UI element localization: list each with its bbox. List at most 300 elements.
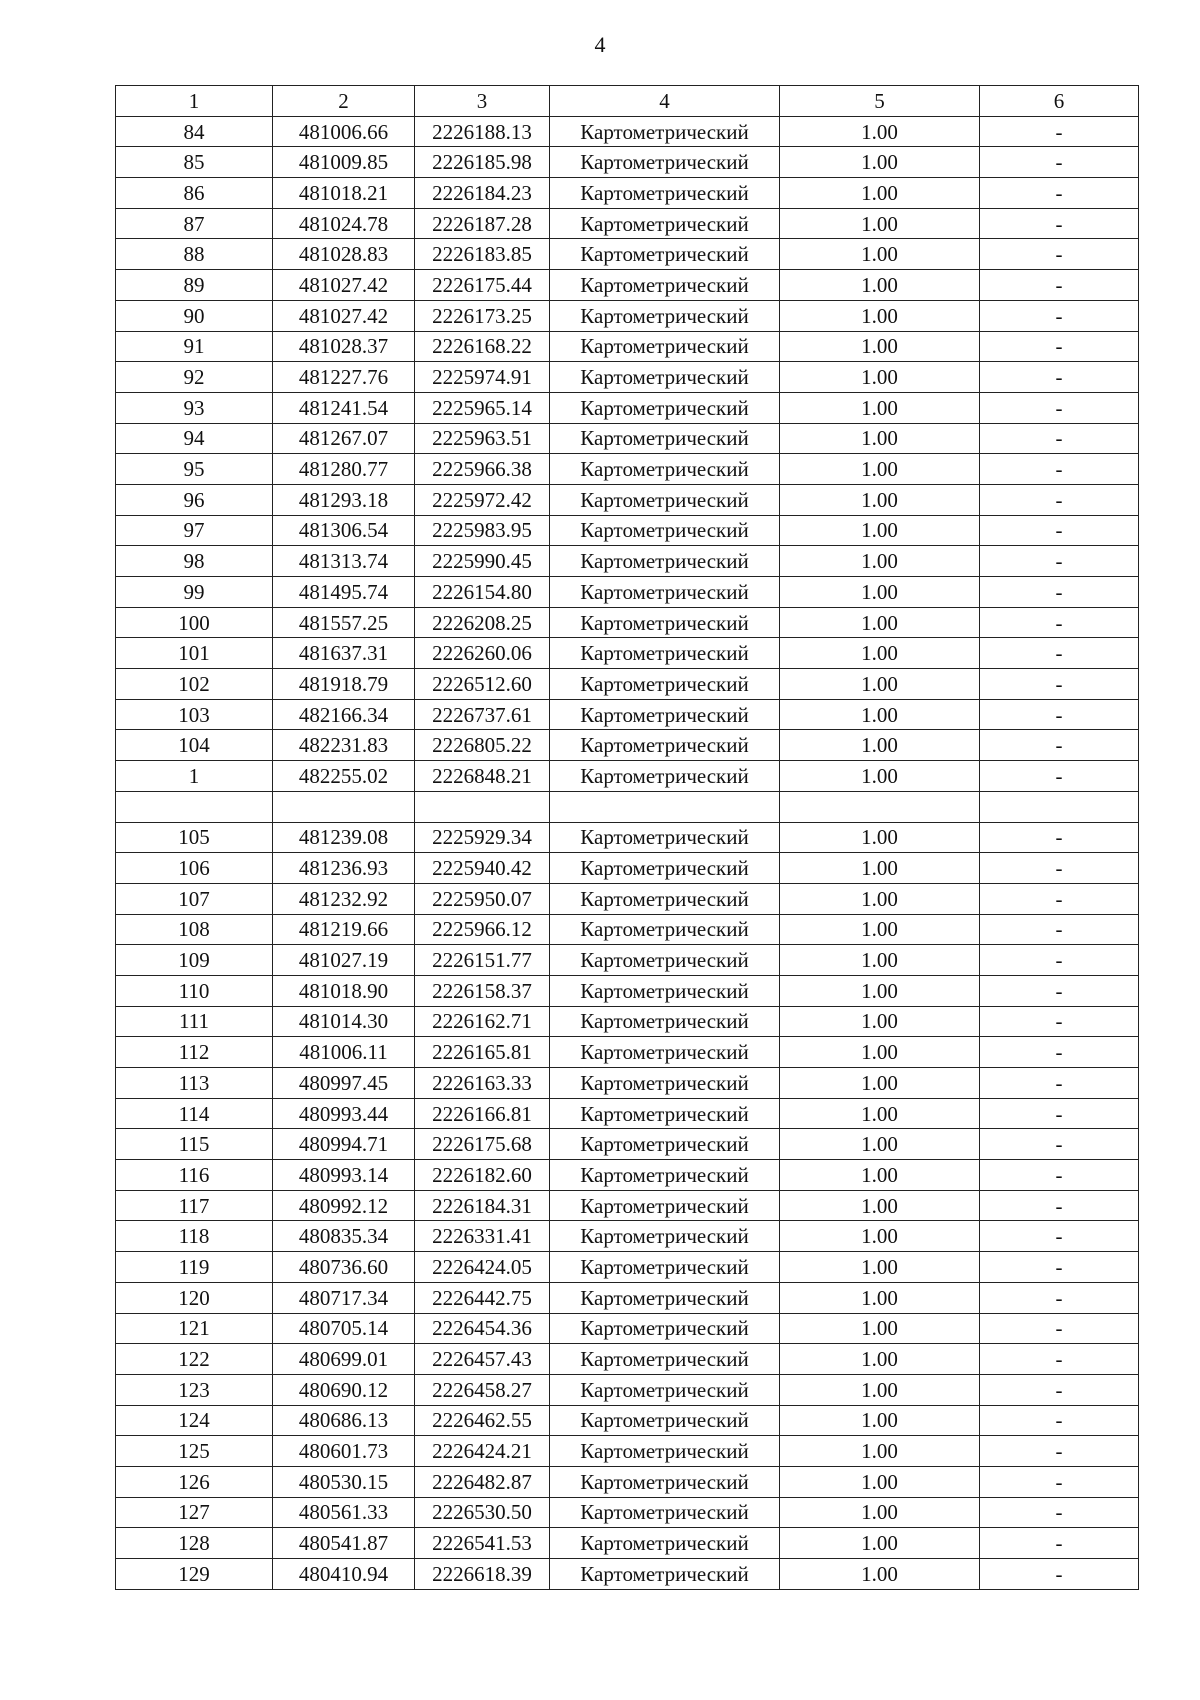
- accuracy-cell: 1.00: [780, 208, 980, 239]
- note-cell: -: [980, 914, 1139, 945]
- y-coordinate-cell: 2225972.42: [415, 484, 550, 515]
- point-number-cell: 99: [116, 577, 273, 608]
- y-coordinate-cell: 2226173.25: [415, 300, 550, 331]
- method-cell: Картометрический: [550, 914, 780, 945]
- table-row: [116, 761, 1139, 792]
- table-row: [116, 1313, 1139, 1344]
- method-cell: Картометрический: [550, 1559, 780, 1590]
- note-cell: -: [980, 638, 1139, 669]
- x-coordinate-cell: 480705.14: [273, 1313, 415, 1344]
- y-coordinate-cell: 2226182.60: [415, 1160, 550, 1191]
- point-number-cell: 122: [116, 1344, 273, 1375]
- note-cell: -: [980, 1129, 1139, 1160]
- x-coordinate-cell: 480690.12: [273, 1374, 415, 1405]
- y-coordinate-cell: 2226424.05: [415, 1252, 550, 1283]
- y-coordinate-cell: 2226208.25: [415, 607, 550, 638]
- method-cell: Картометрический: [550, 1160, 780, 1191]
- table-row: [116, 791, 1139, 822]
- point-number-cell: 90: [116, 300, 273, 331]
- point-number-cell: 87: [116, 208, 273, 239]
- y-coordinate-cell: 2226541.53: [415, 1528, 550, 1559]
- column-header-6: 6: [980, 86, 1139, 117]
- x-coordinate-cell: 480530.15: [273, 1466, 415, 1497]
- note-cell: -: [980, 362, 1139, 393]
- table-row: [116, 638, 1139, 669]
- table-row: [116, 1129, 1139, 1160]
- accuracy-cell: 1.00: [780, 883, 980, 914]
- x-coordinate-cell: 481557.25: [273, 607, 415, 638]
- method-cell: Картометрический: [550, 730, 780, 761]
- y-coordinate-cell: 2226188.13: [415, 116, 550, 147]
- point-number-cell: 121: [116, 1313, 273, 1344]
- accuracy-cell: 1.00: [780, 300, 980, 331]
- y-coordinate-cell: [415, 791, 550, 822]
- accuracy-cell: 1.00: [780, 761, 980, 792]
- method-cell: Картометрический: [550, 1037, 780, 1068]
- y-coordinate-cell: 2225940.42: [415, 853, 550, 884]
- point-number-cell: 100: [116, 607, 273, 638]
- point-number-cell: 104: [116, 730, 273, 761]
- table-row: [116, 914, 1139, 945]
- accuracy-cell: 1.00: [780, 699, 980, 730]
- method-cell: Картометрический: [550, 1436, 780, 1467]
- accuracy-cell: 1.00: [780, 423, 980, 454]
- x-coordinate-cell: 481009.85: [273, 147, 415, 178]
- method-cell: Картометрический: [550, 454, 780, 485]
- table-row: [116, 1252, 1139, 1283]
- point-number-cell: 86: [116, 178, 273, 209]
- table-row: [116, 116, 1139, 147]
- method-cell: Картометрический: [550, 1405, 780, 1436]
- point-number-cell: 114: [116, 1098, 273, 1129]
- y-coordinate-cell: 2226184.31: [415, 1190, 550, 1221]
- x-coordinate-cell: 481239.08: [273, 822, 415, 853]
- table-row: [116, 699, 1139, 730]
- x-coordinate-cell: 480699.01: [273, 1344, 415, 1375]
- note-cell: -: [980, 1006, 1139, 1037]
- y-coordinate-cell: 2226175.68: [415, 1129, 550, 1160]
- page-number: 4: [594, 32, 606, 57]
- table-row: [116, 331, 1139, 362]
- note-cell: -: [980, 822, 1139, 853]
- note-cell: -: [980, 1160, 1139, 1191]
- note-cell: -: [980, 607, 1139, 638]
- note-cell: -: [980, 853, 1139, 884]
- accuracy-cell: 1.00: [780, 1037, 980, 1068]
- point-number-cell: 88: [116, 239, 273, 270]
- x-coordinate-cell: 480410.94: [273, 1559, 415, 1590]
- point-number-cell: 105: [116, 822, 273, 853]
- table-row: [116, 1221, 1139, 1252]
- method-cell: Картометрический: [550, 484, 780, 515]
- y-coordinate-cell: 2225929.34: [415, 822, 550, 853]
- x-coordinate-cell: 481027.19: [273, 945, 415, 976]
- note-cell: -: [980, 331, 1139, 362]
- y-coordinate-cell: 2226848.21: [415, 761, 550, 792]
- x-coordinate-cell: 480541.87: [273, 1528, 415, 1559]
- note-cell: -: [980, 484, 1139, 515]
- method-cell: Картометрический: [550, 1497, 780, 1528]
- table-row: [116, 178, 1139, 209]
- x-coordinate-cell: 482231.83: [273, 730, 415, 761]
- note-cell: -: [980, 392, 1139, 423]
- note-cell: -: [980, 1190, 1139, 1221]
- table-row: [116, 1528, 1139, 1559]
- note-cell: -: [980, 147, 1139, 178]
- note-cell: -: [980, 454, 1139, 485]
- method-cell: Картометрический: [550, 669, 780, 700]
- x-coordinate-cell: 481293.18: [273, 484, 415, 515]
- table-header: [116, 86, 1139, 117]
- table-row: [116, 454, 1139, 485]
- accuracy-cell: 1.00: [780, 1497, 980, 1528]
- y-coordinate-cell: 2226458.27: [415, 1374, 550, 1405]
- table-row: [116, 208, 1139, 239]
- note-cell: -: [980, 1344, 1139, 1375]
- table-row: [116, 1497, 1139, 1528]
- method-cell: Картометрический: [550, 116, 780, 147]
- y-coordinate-cell: 2226424.21: [415, 1436, 550, 1467]
- point-number-cell: 117: [116, 1190, 273, 1221]
- method-cell: Картометрический: [550, 577, 780, 608]
- x-coordinate-cell: 481918.79: [273, 669, 415, 700]
- note-cell: -: [980, 1528, 1139, 1559]
- method-cell: Картометрический: [550, 546, 780, 577]
- note-cell: -: [980, 270, 1139, 301]
- method-cell: Картометрический: [550, 178, 780, 209]
- x-coordinate-cell: 481306.54: [273, 515, 415, 546]
- method-cell: Картометрический: [550, 515, 780, 546]
- x-coordinate-cell: [273, 791, 415, 822]
- y-coordinate-cell: 2226168.22: [415, 331, 550, 362]
- point-number-cell: 101: [116, 638, 273, 669]
- point-number-cell: 93: [116, 392, 273, 423]
- y-coordinate-cell: 2226331.41: [415, 1221, 550, 1252]
- x-coordinate-cell: 481232.92: [273, 883, 415, 914]
- method-cell: Картометрический: [550, 853, 780, 884]
- note-cell: -: [980, 1313, 1139, 1344]
- y-coordinate-cell: 2226163.33: [415, 1068, 550, 1099]
- x-coordinate-cell: 481006.66: [273, 116, 415, 147]
- table-row: [116, 975, 1139, 1006]
- y-coordinate-cell: 2226260.06: [415, 638, 550, 669]
- y-coordinate-cell: 2226457.43: [415, 1344, 550, 1375]
- table-body: [116, 116, 1139, 1589]
- method-cell: Картометрический: [550, 423, 780, 454]
- accuracy-cell: 1.00: [780, 1282, 980, 1313]
- point-number-cell: 120: [116, 1282, 273, 1313]
- note-cell: -: [980, 1405, 1139, 1436]
- method-cell: Картометрический: [550, 1344, 780, 1375]
- note-cell: -: [980, 546, 1139, 577]
- accuracy-cell: 1.00: [780, 945, 980, 976]
- note-cell: -: [980, 1374, 1139, 1405]
- table-row: [116, 669, 1139, 700]
- point-number-cell: 110: [116, 975, 273, 1006]
- table-row: [116, 423, 1139, 454]
- point-number-cell: 115: [116, 1129, 273, 1160]
- y-coordinate-cell: 2226183.85: [415, 239, 550, 270]
- method-cell: Картометрический: [550, 1466, 780, 1497]
- table-row: [116, 546, 1139, 577]
- table-row: [116, 1190, 1139, 1221]
- point-number-cell: 118: [116, 1221, 273, 1252]
- accuracy-cell: 1.00: [780, 147, 980, 178]
- accuracy-cell: 1.00: [780, 546, 980, 577]
- note-cell: -: [980, 239, 1139, 270]
- accuracy-cell: 1.00: [780, 484, 980, 515]
- method-cell: Картометрический: [550, 1313, 780, 1344]
- note-cell: -: [980, 577, 1139, 608]
- accuracy-cell: 1.00: [780, 1190, 980, 1221]
- table-row: [116, 945, 1139, 976]
- y-coordinate-cell: 2226165.81: [415, 1037, 550, 1068]
- accuracy-cell: [780, 791, 980, 822]
- table-row: [116, 392, 1139, 423]
- method-cell: Картометрический: [550, 331, 780, 362]
- y-coordinate-cell: 2226185.98: [415, 147, 550, 178]
- table-row: [116, 362, 1139, 393]
- x-coordinate-cell: 482255.02: [273, 761, 415, 792]
- x-coordinate-cell: 481014.30: [273, 1006, 415, 1037]
- accuracy-cell: 1.00: [780, 853, 980, 884]
- x-coordinate-cell: 480992.12: [273, 1190, 415, 1221]
- y-coordinate-cell: 2225983.95: [415, 515, 550, 546]
- note-cell: -: [980, 761, 1139, 792]
- point-number-cell: 123: [116, 1374, 273, 1405]
- table-row: [116, 730, 1139, 761]
- coordinates-table: [115, 85, 1139, 1590]
- method-cell: Картометрический: [550, 362, 780, 393]
- method-cell: Картометрический: [550, 945, 780, 976]
- x-coordinate-cell: 481027.42: [273, 270, 415, 301]
- x-coordinate-cell: 481027.42: [273, 300, 415, 331]
- point-number-cell: 102: [116, 669, 273, 700]
- table-row: [116, 515, 1139, 546]
- x-coordinate-cell: 480561.33: [273, 1497, 415, 1528]
- note-cell: -: [980, 1559, 1139, 1590]
- y-coordinate-cell: 2226618.39: [415, 1559, 550, 1590]
- column-header-2: 2: [273, 86, 415, 117]
- method-cell: Картометрический: [550, 1282, 780, 1313]
- note-cell: -: [980, 1497, 1139, 1528]
- point-number-cell: 91: [116, 331, 273, 362]
- accuracy-cell: 1.00: [780, 1252, 980, 1283]
- table-row: [116, 577, 1139, 608]
- method-cell: Картометрический: [550, 1098, 780, 1129]
- table-row: [116, 1037, 1139, 1068]
- accuracy-cell: 1.00: [780, 577, 980, 608]
- table-row: [116, 1374, 1139, 1405]
- accuracy-cell: 1.00: [780, 1559, 980, 1590]
- point-number-cell: 84: [116, 116, 273, 147]
- method-cell: Картометрический: [550, 1006, 780, 1037]
- point-number-cell: 95: [116, 454, 273, 485]
- x-coordinate-cell: 481637.31: [273, 638, 415, 669]
- note-cell: -: [980, 515, 1139, 546]
- method-cell: Картометрический: [550, 607, 780, 638]
- accuracy-cell: 1.00: [780, 1528, 980, 1559]
- y-coordinate-cell: 2225966.12: [415, 914, 550, 945]
- method-cell: Картометрический: [550, 300, 780, 331]
- point-number-cell: 127: [116, 1497, 273, 1528]
- point-number-cell: 129: [116, 1559, 273, 1590]
- point-number-cell: 112: [116, 1037, 273, 1068]
- table-row: [116, 1344, 1139, 1375]
- x-coordinate-cell: 480997.45: [273, 1068, 415, 1099]
- method-cell: Картометрический: [550, 1068, 780, 1099]
- accuracy-cell: 1.00: [780, 1313, 980, 1344]
- x-coordinate-cell: 480717.34: [273, 1282, 415, 1313]
- column-header-5: 5: [780, 86, 980, 117]
- note-cell: -: [980, 1068, 1139, 1099]
- column-header-3: 3: [415, 86, 550, 117]
- table-row: [116, 822, 1139, 853]
- x-coordinate-cell: 481495.74: [273, 577, 415, 608]
- y-coordinate-cell: 2226162.71: [415, 1006, 550, 1037]
- accuracy-cell: 1.00: [780, 362, 980, 393]
- y-coordinate-cell: 2226166.81: [415, 1098, 550, 1129]
- method-cell: Картометрический: [550, 270, 780, 301]
- y-coordinate-cell: 2226175.44: [415, 270, 550, 301]
- note-cell: -: [980, 116, 1139, 147]
- note-cell: -: [980, 300, 1139, 331]
- y-coordinate-cell: 2226442.75: [415, 1282, 550, 1313]
- y-coordinate-cell: 2225974.91: [415, 362, 550, 393]
- table-row: [116, 883, 1139, 914]
- point-number-cell: 89: [116, 270, 273, 301]
- y-coordinate-cell: 2225990.45: [415, 546, 550, 577]
- point-number-cell: 125: [116, 1436, 273, 1467]
- method-cell: Картометрический: [550, 392, 780, 423]
- note-cell: -: [980, 945, 1139, 976]
- table-row: [116, 484, 1139, 515]
- table-row: [116, 1068, 1139, 1099]
- note-cell: -: [980, 178, 1139, 209]
- table-row: [116, 1098, 1139, 1129]
- method-cell: Картометрический: [550, 761, 780, 792]
- point-number-cell: 126: [116, 1466, 273, 1497]
- header-row: [116, 86, 1139, 117]
- point-number-cell: 1: [116, 761, 273, 792]
- table-row: [116, 1466, 1139, 1497]
- x-coordinate-cell: 480601.73: [273, 1436, 415, 1467]
- accuracy-cell: 1.00: [780, 178, 980, 209]
- accuracy-cell: 1.00: [780, 1466, 980, 1497]
- x-coordinate-cell: 481313.74: [273, 546, 415, 577]
- table-row: [116, 270, 1139, 301]
- accuracy-cell: 1.00: [780, 392, 980, 423]
- column-header-1: 1: [116, 86, 273, 117]
- accuracy-cell: 1.00: [780, 1006, 980, 1037]
- x-coordinate-cell: 481028.83: [273, 239, 415, 270]
- x-coordinate-cell: 480686.13: [273, 1405, 415, 1436]
- note-cell: -: [980, 1221, 1139, 1252]
- accuracy-cell: 1.00: [780, 1436, 980, 1467]
- table-row: [116, 1006, 1139, 1037]
- point-number-cell: 85: [116, 147, 273, 178]
- x-coordinate-cell: 480993.14: [273, 1160, 415, 1191]
- point-number-cell: 96: [116, 484, 273, 515]
- table-row: [116, 300, 1139, 331]
- accuracy-cell: 1.00: [780, 454, 980, 485]
- method-cell: [550, 791, 780, 822]
- x-coordinate-cell: 480736.60: [273, 1252, 415, 1283]
- y-coordinate-cell: 2226454.36: [415, 1313, 550, 1344]
- table-row: [116, 1160, 1139, 1191]
- point-number-cell: 103: [116, 699, 273, 730]
- table-row: [116, 1436, 1139, 1467]
- accuracy-cell: 1.00: [780, 1129, 980, 1160]
- accuracy-cell: 1.00: [780, 1405, 980, 1436]
- accuracy-cell: 1.00: [780, 1344, 980, 1375]
- note-cell: -: [980, 423, 1139, 454]
- x-coordinate-cell: 481018.90: [273, 975, 415, 1006]
- method-cell: Картометрический: [550, 239, 780, 270]
- column-header-4: 4: [550, 86, 780, 117]
- note-cell: -: [980, 883, 1139, 914]
- y-coordinate-cell: 2226512.60: [415, 669, 550, 700]
- method-cell: Картометрический: [550, 975, 780, 1006]
- table-row: [116, 1559, 1139, 1590]
- accuracy-cell: 1.00: [780, 331, 980, 362]
- accuracy-cell: 1.00: [780, 638, 980, 669]
- point-number-cell: 107: [116, 883, 273, 914]
- note-cell: -: [980, 975, 1139, 1006]
- point-number-cell: 128: [116, 1528, 273, 1559]
- note-cell: -: [980, 730, 1139, 761]
- method-cell: Картометрический: [550, 699, 780, 730]
- point-number-cell: 113: [116, 1068, 273, 1099]
- x-coordinate-cell: 481006.11: [273, 1037, 415, 1068]
- x-coordinate-cell: 481241.54: [273, 392, 415, 423]
- point-number-cell: 111: [116, 1006, 273, 1037]
- note-cell: -: [980, 1037, 1139, 1068]
- y-coordinate-cell: 2225965.14: [415, 392, 550, 423]
- accuracy-cell: 1.00: [780, 975, 980, 1006]
- accuracy-cell: 1.00: [780, 1098, 980, 1129]
- method-cell: Картометрический: [550, 1190, 780, 1221]
- y-coordinate-cell: 2225963.51: [415, 423, 550, 454]
- note-cell: -: [980, 1436, 1139, 1467]
- accuracy-cell: 1.00: [780, 1374, 980, 1405]
- accuracy-cell: 1.00: [780, 270, 980, 301]
- y-coordinate-cell: 2226462.55: [415, 1405, 550, 1436]
- point-number-cell: 106: [116, 853, 273, 884]
- note-cell: -: [980, 1282, 1139, 1313]
- note-cell: [980, 791, 1139, 822]
- x-coordinate-cell: 481219.66: [273, 914, 415, 945]
- y-coordinate-cell: 2226737.61: [415, 699, 550, 730]
- y-coordinate-cell: 2226154.80: [415, 577, 550, 608]
- table-row: [116, 607, 1139, 638]
- accuracy-cell: 1.00: [780, 822, 980, 853]
- point-number-cell: 92: [116, 362, 273, 393]
- point-number-cell: 98: [116, 546, 273, 577]
- point-number-cell: 116: [116, 1160, 273, 1191]
- method-cell: Картометрический: [550, 147, 780, 178]
- table-row: [116, 1405, 1139, 1436]
- method-cell: Картометрический: [550, 883, 780, 914]
- y-coordinate-cell: 2225966.38: [415, 454, 550, 485]
- note-cell: -: [980, 1466, 1139, 1497]
- y-coordinate-cell: 2226151.77: [415, 945, 550, 976]
- accuracy-cell: 1.00: [780, 116, 980, 147]
- y-coordinate-cell: 2226158.37: [415, 975, 550, 1006]
- accuracy-cell: 1.00: [780, 239, 980, 270]
- x-coordinate-cell: 481028.37: [273, 331, 415, 362]
- note-cell: -: [980, 699, 1139, 730]
